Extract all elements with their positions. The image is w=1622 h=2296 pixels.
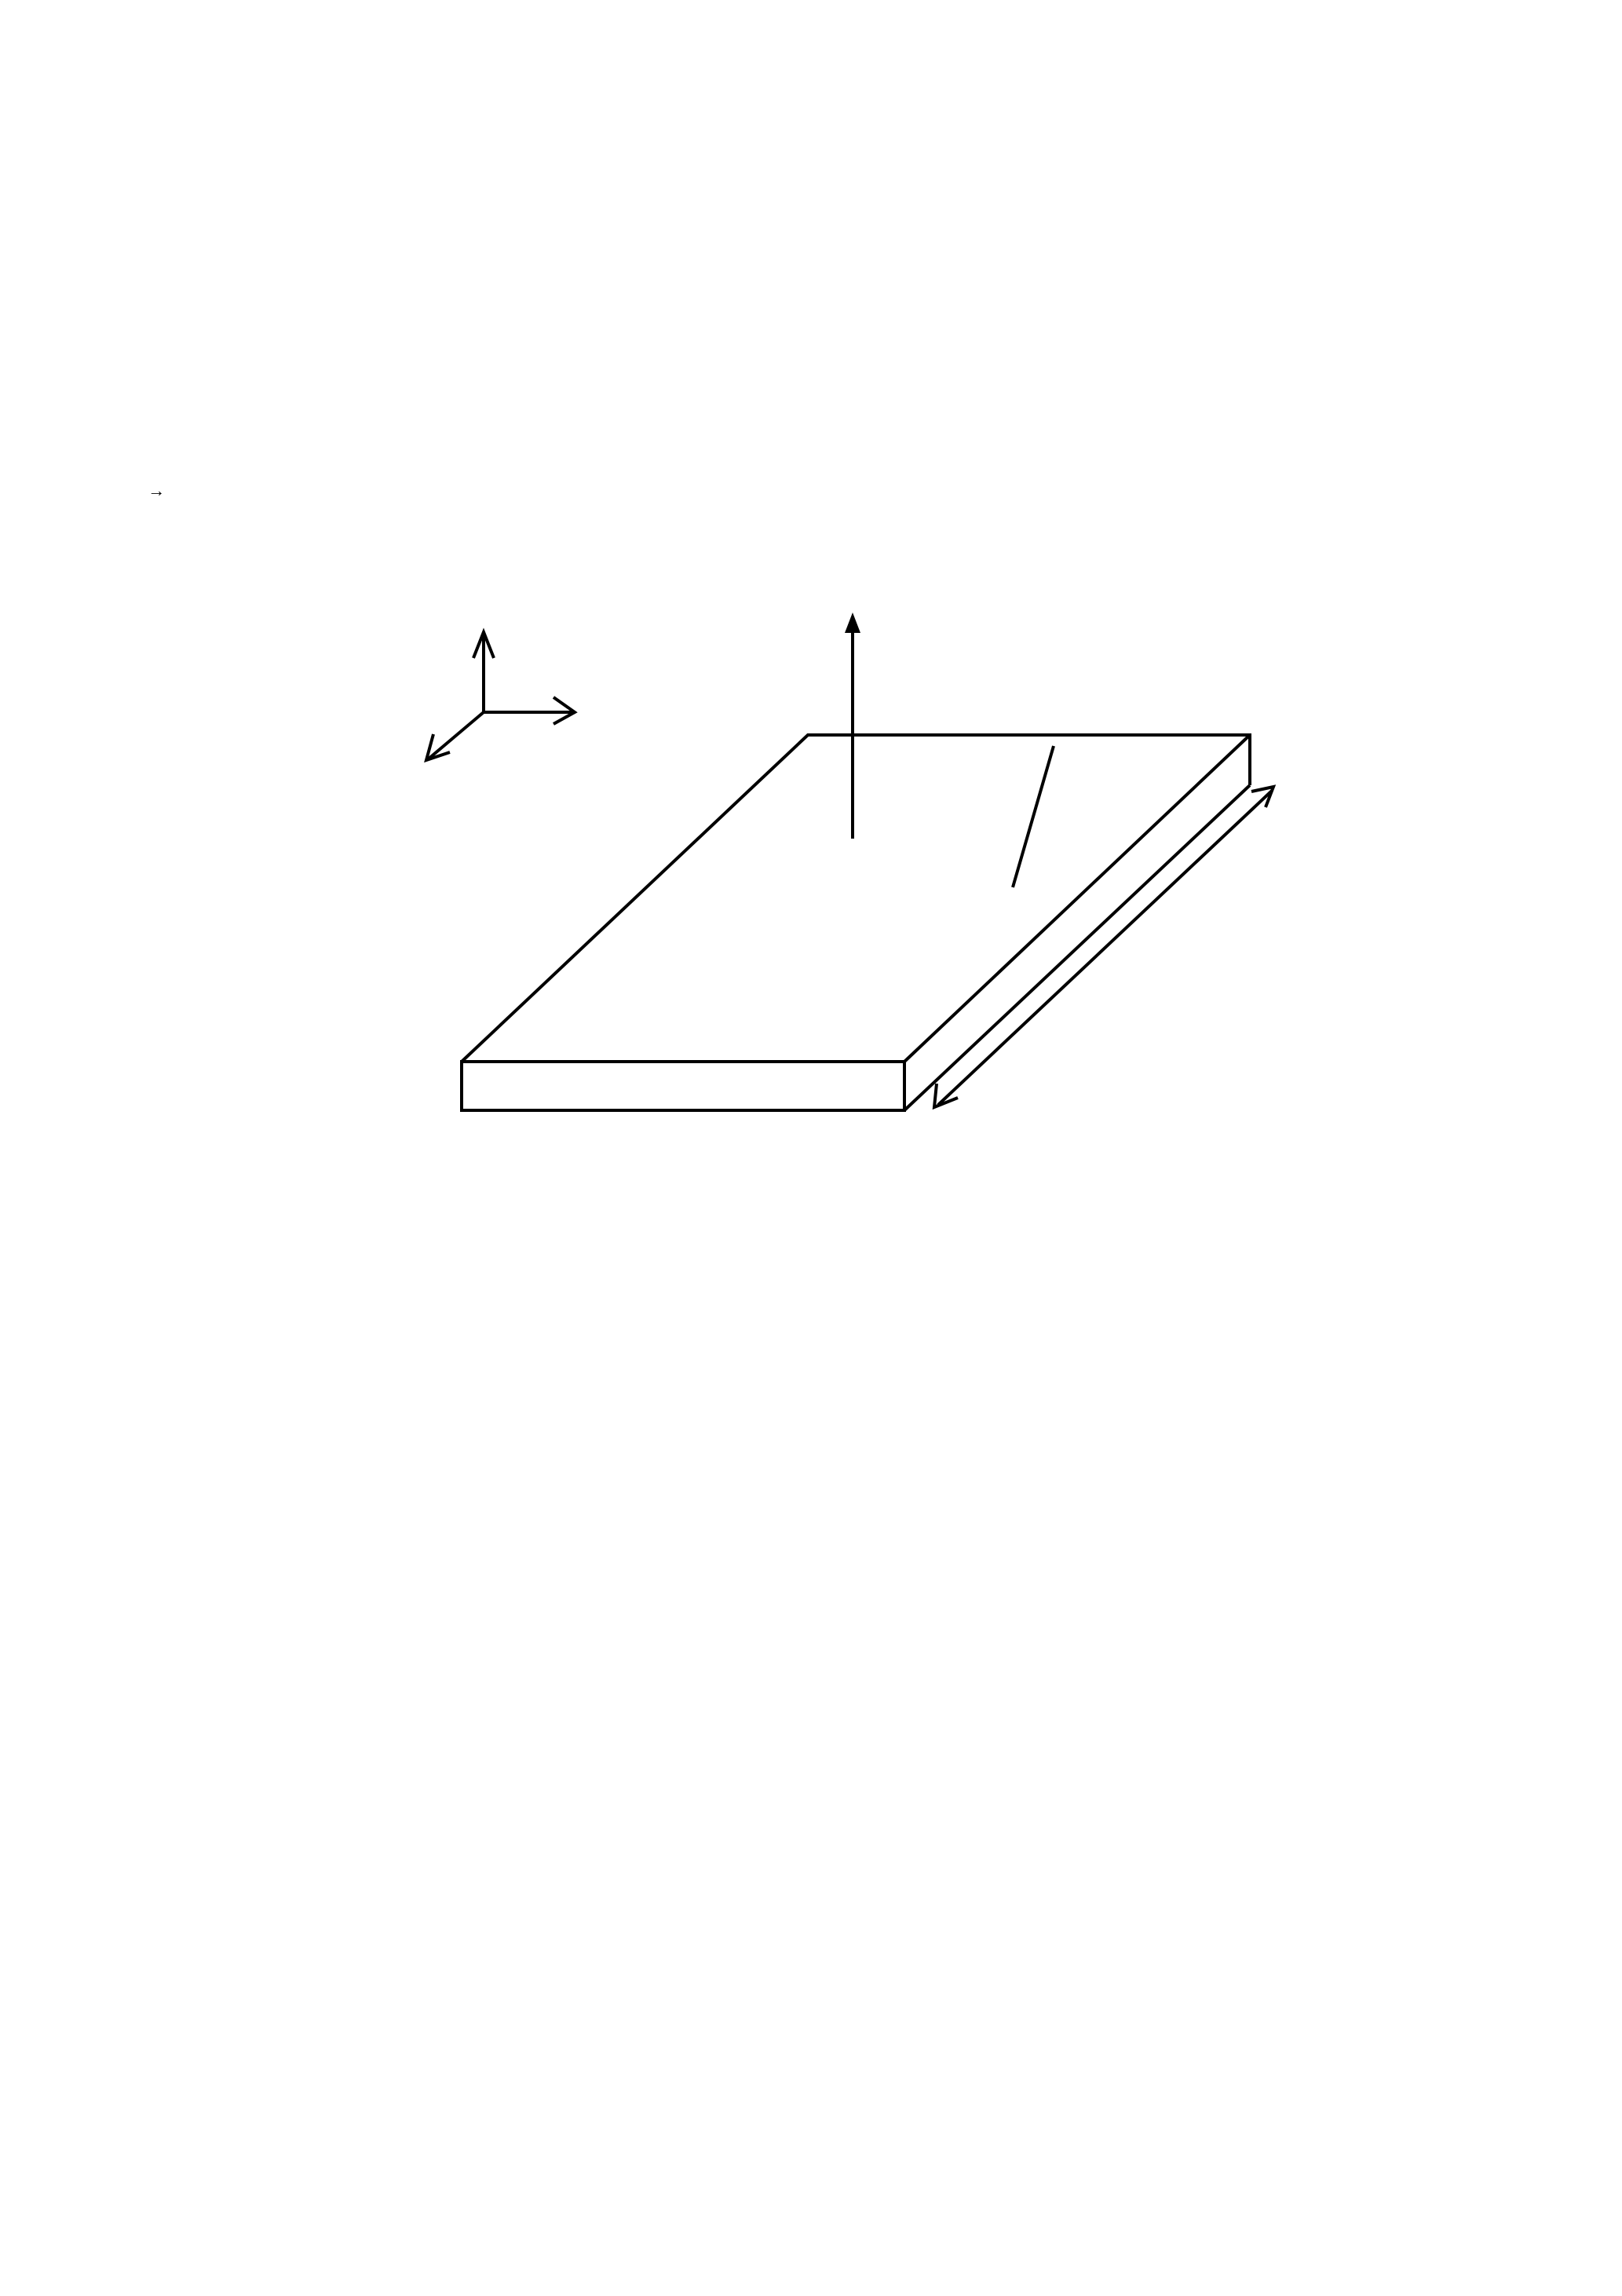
axes-icon [426, 632, 575, 760]
